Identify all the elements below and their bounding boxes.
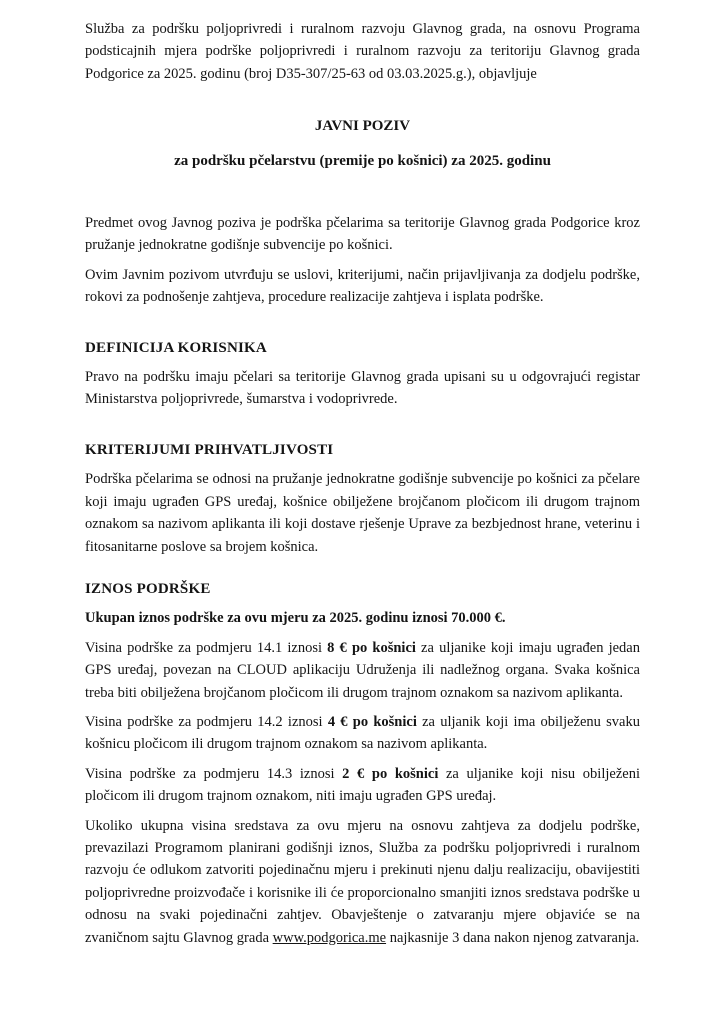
zatvaranje-text-rest: najkasnije 3 dana nakon njenog zatvaranja. bbox=[386, 929, 640, 946]
paragraph-predmet: Predmet ovog Javnog poziva je podrška pčelarima sa teritorije Glavnog grada Podgorice kroz pružanje jednokratne godišnje subvencije po košnici. bbox=[85, 215, 640, 254]
podmjera-14-1-text-rest: za uljanike koji imaju ugrađen jedan GPS uređaj, povezan na CLOUD aplikaciju Udruženja ili nadležnog organa. Svaka košnica treba biti obilježena brojčanom pločicom ili drugom trajnom oznakom sa nazivom aplikanta. bbox=[85, 639, 640, 701]
paragraph-pravo-na-podrsku: Pravo na podršku imaju pčelari sa teritorije Glavnog grada upisani su u odgovrajući registar Ministarstva poljoprivrede, šumarstva i vodoprivrede. bbox=[85, 369, 640, 408]
section-iznos-podrske bbox=[85, 578, 640, 808]
document-title: JAVNI POZIV bbox=[314, 118, 411, 135]
section-definicija-korisnika bbox=[85, 337, 640, 411]
podmjera-14-2-text: Visina podrške za podmjeru 14.2 iznosi bbox=[85, 713, 328, 730]
section-heading-definicija: DEFINICIJA KORISNIKA bbox=[85, 339, 267, 356]
podmjera-14-2-text-rest: za uljanik koji ima obilježenu svaku košnicu pločicom ili drugom trajnom oznakom sa nazivom aplikanta. bbox=[85, 713, 640, 753]
podmjera-14-3-text-rest: za uljanike koji nisu obilježeni pločicom ili drugom trajnom oznakom, niti imaju ugrađen GPS uređaj. bbox=[85, 765, 640, 805]
paragraph-podmjera-14-1 bbox=[85, 637, 640, 704]
podmjera-14-2-amount: 4 € po košnici bbox=[327, 713, 417, 730]
podmjera-14-1-amount: 8 € po košnici bbox=[327, 639, 416, 656]
document-subtitle: za podršku pčelarstvu (premije po košnici) za 2025. godinu bbox=[174, 152, 551, 169]
podmjera-14-3-amount: 2 € po košnici bbox=[342, 765, 439, 782]
paragraph-ukupan-iznos: Ukupan iznos podrške za ovu mjeru za 2025. godinu iznosi 70.000 €. bbox=[85, 610, 506, 627]
paragraph-podmjera-14-3 bbox=[85, 763, 640, 808]
section-kriterijumi-prihvatljivosti bbox=[85, 439, 640, 558]
paragraph-kriterijumi-body: Podrška pčelarima se odnosi na pružanje jednokratne godišnje subvencije po košnici za pčelare koji imaju ugrađen GPS uređaj, košnice obilježene brojčanom pločicom ili drugom trajnom oznakom sa nazivom aplikanta ili koji dostave rješenje Uprave za bezbjednost hrane, veterinu i fitosanitarne poslove sa brojem košnica. bbox=[85, 471, 640, 555]
podgorica-website-link[interactable]: www.podgorica.me bbox=[272, 929, 387, 946]
paragraph-zatvaranje-mjere bbox=[85, 815, 640, 949]
section-heading-kriterijumi: KRITERIJUMI PRIHVATLJIVOSTI bbox=[85, 441, 334, 458]
podmjera-14-1-text: Visina podrške za podmjeru 14.1 iznosi bbox=[85, 639, 328, 656]
zatvaranje-text: Ukoliko ukupna visina sredstava za ovu mjeru na osnovu zahtjeva za dodjelu podrške, prevazilazi Programom planirani godišnji iznos, Služba za podršku poljoprivredi i ruralnom razvoju će odlukom zatvoriti pojedinačnu mjeru i prekinuti njenu dalju realizaciju, obavijestiti poljoprivredne proizvođače i korisnike ili će proporcionalno smanjiti iznos sredstava podrške u odnosu na svaki pojedinačni zahtjev. Obavještenje o zatvaranju mjere objaviće se na zvaničnom sajtu Glavnog grada bbox=[85, 817, 640, 946]
section-heading-iznos: IZNOS PODRŠKE bbox=[85, 580, 211, 597]
intro-paragraph: Služba za podršku poljoprivredi i ruralnom razvoju Glavnog grada, na osnovu Programa podsticajnih mjera podrške poljoprivredi i ruralnom razvoju za teritoriju Glavnog grada Podgorice za 2025. godinu (broj D35-307/25-63 od 03.03.2025.g.), objavljuje bbox=[85, 21, 640, 82]
podmjera-14-3-text: Visina podrške za podmjeru 14.3 iznosi bbox=[85, 765, 343, 782]
paragraph-podmjera-14-2 bbox=[85, 711, 640, 756]
paragraph-uslovi: Ovim Javnim pozivom utvrđuju se uslovi, kriterijumi, način prijavljivanja za dodjelu podrške, rokovi za podnošenje zahtjeva, procedure realizacije zahtjeva i isplata podrške. bbox=[85, 266, 640, 306]
